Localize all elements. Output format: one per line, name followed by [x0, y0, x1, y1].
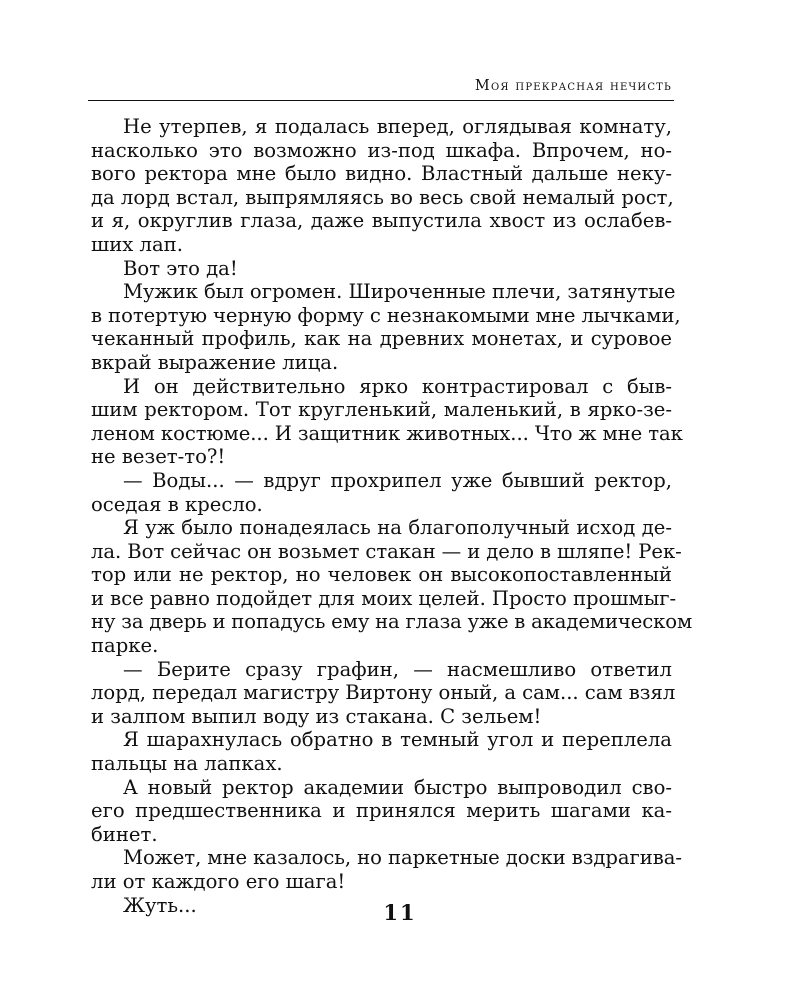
text-line: Мужик был огромен. Широченные плечи, затянутые [123, 280, 676, 304]
text-line: Может, мне казалось, но паркетные доски вздрагива- [123, 846, 682, 870]
paragraph [91, 280, 681, 374]
paragraph [91, 846, 682, 893]
paragraph [91, 657, 676, 729]
text-line: его предшественника и принялся мерить шагами ка- [91, 799, 672, 823]
text-line: ших лап. [91, 232, 183, 256]
paragraph [91, 115, 672, 257]
text-line: Я уж было понадеялась на благополучный исход де- [123, 516, 672, 540]
text-line: лорд, передал магистру Виртону оный, а сам... сам взял [91, 681, 676, 705]
text-line: ла. Вот сейчас он возьмет стакан — и дело в шляпе! Рек- [91, 539, 682, 563]
text-line: вкрай выражение лица. [91, 350, 339, 374]
paragraph [91, 776, 672, 847]
text-line: и залпом выпил воду из стакана. С зельем! [91, 704, 542, 728]
paragraph [91, 257, 672, 281]
text-line: оседая в кресло. [91, 492, 263, 516]
text-line: Вот это да! [123, 256, 238, 280]
text-line: да лорд встал, выпрямляясь во весь свой немалый рост, [91, 185, 674, 209]
running-head-title: Моя прекрасная нечисть [474, 78, 672, 94]
text-line: А новый ректор академии быстро выпроводил сво- [123, 775, 672, 799]
paragraph [91, 374, 683, 469]
text-line: ли от каждого его шага! [91, 870, 346, 893]
text-line: Жуть... [123, 893, 197, 917]
text-line: чеканный профиль, как на древних монетах, и суровое [91, 327, 672, 351]
paragraph [91, 516, 693, 658]
text-line: бинет. [91, 822, 158, 846]
text-line: парке. [91, 634, 159, 658]
text-line: вого ректора мне было видно. Властный дальше неку- [91, 162, 672, 186]
text-line: И он действительно ярко контрастировал с быв- [123, 374, 672, 398]
text-line: Не утерпев, я подалась вперед, оглядывая комнату, [123, 115, 672, 138]
paragraph [91, 469, 672, 516]
text-line: в потертую черную форму с незнакомыми мне лычками, [91, 303, 681, 327]
text-line: шим ректором. Тот кругленький, маленький, в ярко-зе- [91, 398, 672, 422]
text-line: пальцы на лапках. [91, 752, 283, 776]
text-line: — Берите сразу графин, — насмешливо ответил [123, 657, 672, 681]
text-line: тор или не ректор, но человек он высокопоставленный [91, 563, 672, 587]
page-number: 11 [383, 900, 417, 925]
text-line: и все равно подойдет для моих целей. Просто прошмыг- [91, 586, 677, 610]
text-line: леном костюме... И защитник животных... Что ж мне так [91, 421, 683, 445]
body-text [91, 115, 693, 917]
text-line: ну за дверь и попадусь ему на глаза уже в академическом [91, 610, 693, 634]
header-rule [88, 100, 674, 101]
text-line: насколько это возможно из-под шкафа. Впрочем, но- [91, 138, 672, 162]
text-line: Я шарахнулась обратно в темный угол и переплела [123, 728, 672, 752]
paragraph [91, 728, 672, 775]
text-line: — Воды... — вдруг прохрипел уже бывший ректор, [123, 468, 672, 492]
text-line: и я, округлив глаза, даже выпустила хвост из ослабев- [91, 209, 672, 233]
text-line: не везет-то?! [91, 445, 226, 469]
